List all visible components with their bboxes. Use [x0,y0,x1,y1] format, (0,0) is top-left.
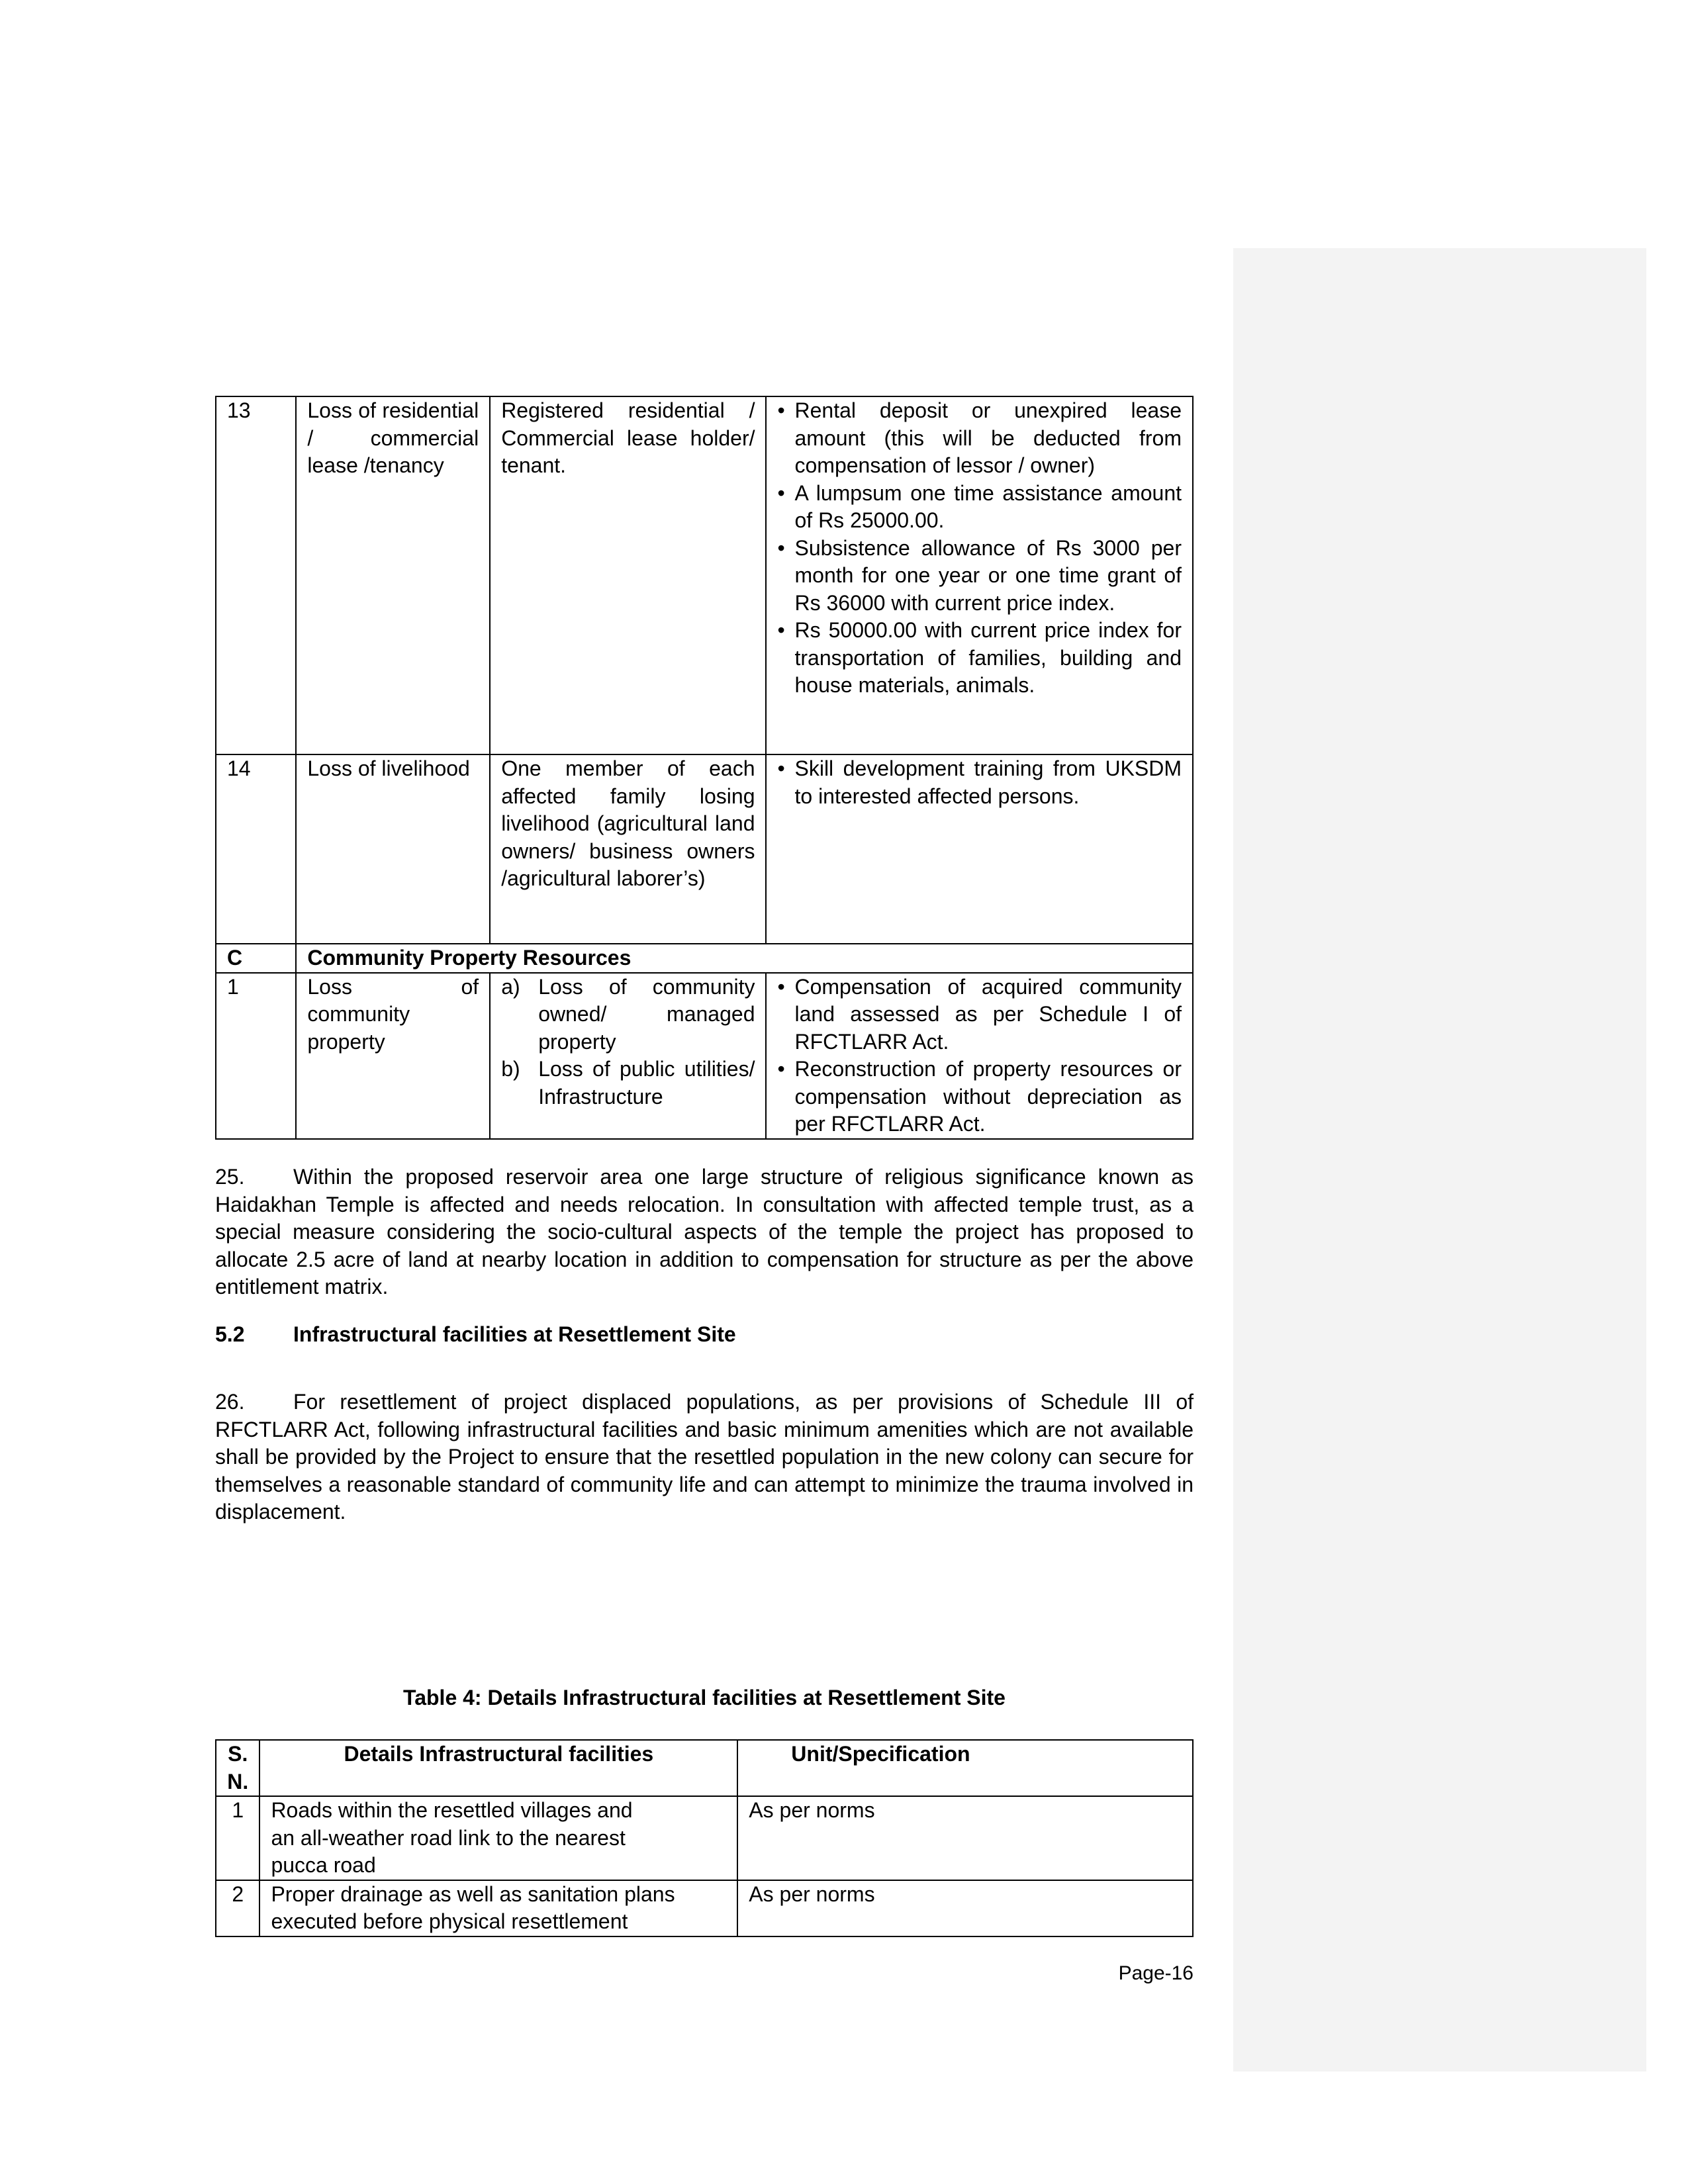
table-row [216,1796,1193,1880]
serial-cell: 1 [216,973,296,1139]
paragraph-26 [215,1388,1194,1526]
table-row [216,1880,1193,1936]
header-cell: Details Infrastructural facilities [259,1740,737,1796]
impact-cell: Loss of residential / commercial lease /tenancy [296,396,490,754]
serial-cell: 2 [216,1880,259,1936]
table-row [216,754,1193,944]
page-number: Page-16 [1118,1962,1194,1984]
header-row [216,1740,1193,1796]
list-item: • A lumpsum one time assistance amount of Rs 25000.00. [777,480,1182,535]
impact-cell: Loss of livelihood [296,754,490,944]
list-item: • Rs 50000.00 with current price index for transportation of families, building and house materials, animals. [777,617,1182,700]
entitlement-cell [766,973,1193,1139]
serial-cell: 14 [216,754,296,944]
eligible-cell: Registered residential / Commercial lease holder/ tenant. [490,396,766,754]
comment-pane [1233,248,1646,2071]
entitlement-cell [766,396,1193,754]
section-title: Infrastructural facilities at Resettlement Site [293,1322,736,1346]
list-item: • Compensation of acquired community land assessed as per Schedule I of RFCTLARR Act. [777,974,1182,1056]
header-cell: Unit/Specification [737,1740,1193,1796]
section-number: 5.2 [215,1322,245,1346]
infrastructure-table [215,1739,1194,1937]
entitlement-cell [766,754,1193,944]
facility-cell [259,1796,737,1880]
section-row [216,944,1193,973]
entitlement-list [777,974,1182,1138]
list-marker: b) [501,1057,520,1081]
facility-text: Roads within the resettled villages and an all-weather road link to the nearest pucca road [271,1798,633,1877]
header-cell: S. N. [216,1740,259,1796]
list-text: Loss of community owned/ managed property [538,974,755,1054]
list-item: • Subsistence allowance of Rs 3000 per month for one year or one time grant of Rs 36000 with current price index. [777,535,1182,617]
paragraph-text: For resettlement of project displaced populations, as per provisions of Schedule III of RFCTLARR Act, following infrastructural facilities and basic minimum amenities which are not available shall be provided by the Project to ensure that the resettled population in the new colony can secure for themselves a reasonable standard of community life and can attempt to minimize the trauma involved in displacement. [215,1390,1194,1524]
entitlement-list [777,755,1182,810]
eligible-cell: One member of each affected family losing livelihood (agricultural land owners/ business owners /agricultural laborer’s) [490,754,766,944]
impact-cell: Loss of community property [296,973,490,1139]
section-heading [215,1321,736,1349]
table-row [216,396,1193,754]
paragraph-number: 25. [215,1165,245,1189]
paragraph-number: 26. [215,1390,245,1414]
eligible-list [501,974,755,1111]
entitlement-matrix-table [215,396,1194,1140]
list-item: • Rental deposit or unexpired lease amount (this will be deducted from compensation of lessor / owner) [777,397,1182,480]
list-item: • Skill development training from UKSDM to interested affected persons. [777,755,1182,810]
paragraph-25 [215,1163,1194,1301]
eligible-cell [490,973,766,1139]
section-code: C [216,944,296,973]
list-marker: a) [501,974,520,999]
facility-cell: Proper drainage as well as sanitation plans executed before physical resettlement [259,1880,737,1936]
table-row [216,973,1193,1139]
paragraph-text: Within the proposed reservoir area one large structure of religious significance known as Haidakhan Temple is affected and needs relocation. In consultation with affected temple trust, as a special measure considering the socio-cultural aspects of the temple the project has proposed to allocate 2.5 acre of land at nearby location in addition to compensation for structure as per the above entitlement matrix. [215,1165,1194,1298]
list-item [501,974,755,1056]
section-title: Community Property Resources [296,944,1193,973]
list-text: Loss of public utilities/ Infrastructure [538,1057,755,1109]
list-item: • Reconstruction of property resources or compensation without depreciation as per RFCTLARR Act. [777,1056,1182,1138]
list-item [501,1056,755,1111]
serial-cell: 13 [216,396,296,754]
serial-cell: 1 [216,1796,259,1880]
unit-cell: As per norms [737,1796,1193,1880]
unit-cell: As per norms [737,1880,1193,1936]
entitlement-list [777,397,1182,700]
table-caption: Table 4: Details Infrastructural facilities at Resettlement Site [403,1686,1006,1709]
